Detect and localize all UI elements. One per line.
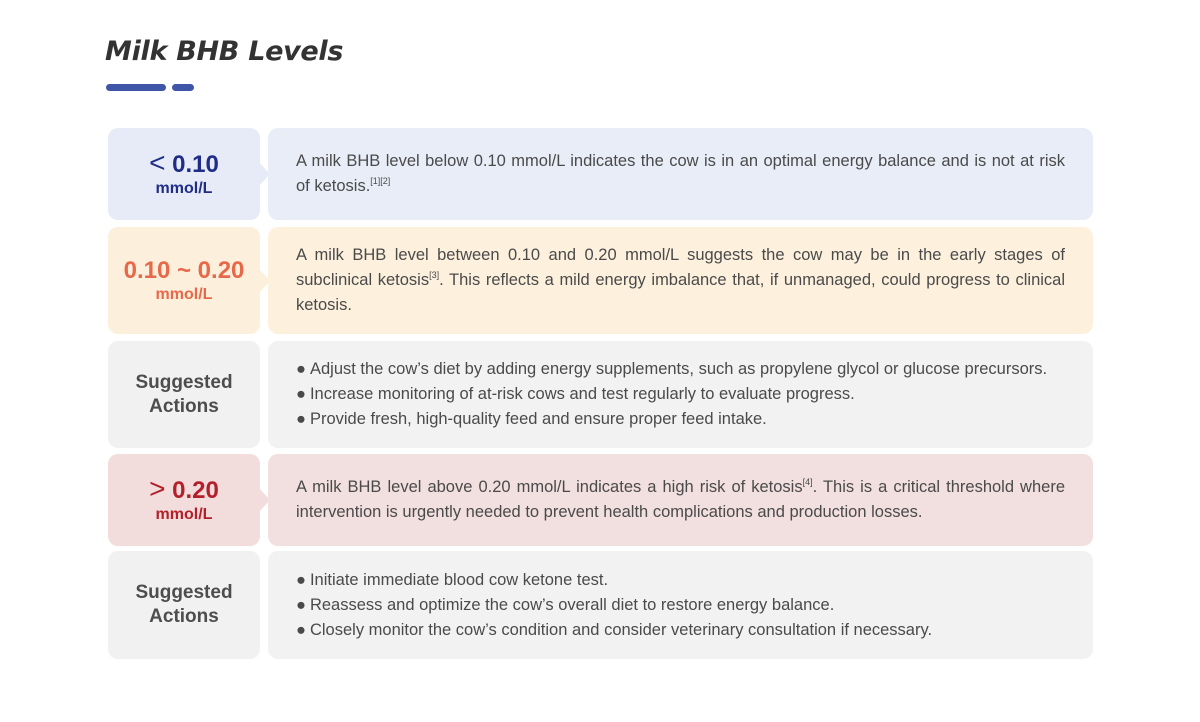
list-item bbox=[296, 382, 1065, 407]
level-label-high bbox=[108, 454, 260, 546]
level-row-low bbox=[108, 128, 1093, 220]
actions-label-line1: Suggested bbox=[135, 371, 233, 393]
level-label-low bbox=[108, 128, 260, 220]
title-accent-bar bbox=[106, 84, 166, 91]
title-accent-dash bbox=[172, 84, 194, 91]
threshold-range: 0.10 ~ 0.20 bbox=[123, 256, 245, 284]
level-row-high bbox=[108, 454, 1093, 546]
list-item-text: Adjust the cow’s diet by adding energy supplements, such as propylene glycol or glucose precursors. bbox=[309, 360, 1048, 378]
level-description bbox=[268, 128, 1093, 220]
less-than-symbol: < bbox=[149, 147, 166, 178]
description-text: A milk BHB level above 0.20 mmol/L indicates a high risk of ketosis bbox=[296, 478, 803, 496]
list-item bbox=[296, 593, 1065, 618]
level-unit: mmol/L bbox=[155, 180, 213, 197]
actions-list bbox=[268, 341, 1093, 448]
actions-row-high bbox=[108, 551, 1093, 659]
list-item bbox=[296, 568, 1065, 593]
level-value bbox=[149, 149, 219, 179]
level-label-moderate bbox=[108, 227, 260, 334]
list-item bbox=[296, 357, 1065, 382]
threshold-value: 0.20 bbox=[172, 477, 219, 504]
list-item bbox=[296, 618, 1065, 643]
level-unit: mmol/L bbox=[155, 506, 213, 523]
level-unit: mmol/L bbox=[155, 285, 213, 303]
threshold-value: 0.10 bbox=[172, 151, 219, 178]
list-item-text: Increase monitoring of at-risk cows and test regularly to evaluate progress. bbox=[309, 385, 855, 403]
level-value bbox=[149, 475, 219, 505]
reference-marker: [1][2] bbox=[370, 176, 391, 186]
description-text: A milk BHB level below 0.10 mmol/L indicates the cow is in an optimal energy balance and is not at risk of ketosis. bbox=[296, 152, 1065, 195]
level-row-moderate bbox=[108, 227, 1093, 334]
bullet-icon: ● bbox=[296, 595, 306, 614]
level-description bbox=[268, 454, 1093, 546]
level-description bbox=[268, 227, 1093, 334]
actions-label bbox=[108, 551, 260, 659]
greater-than-symbol: > bbox=[149, 473, 166, 504]
list-item-text: Closely monitor the cow’s condition and consider veterinary consultation if necessary. bbox=[309, 620, 933, 639]
reference-marker: [3] bbox=[429, 270, 440, 280]
actions-label-line2: Actions bbox=[149, 395, 219, 417]
bullet-icon: ● bbox=[296, 570, 306, 589]
bullet-icon: ● bbox=[296, 385, 306, 403]
bullet-icon: ● bbox=[296, 410, 306, 428]
actions-label-line1: Suggested bbox=[135, 582, 233, 603]
list-item-text: Initiate immediate blood cow ketone test. bbox=[309, 570, 609, 589]
list-item bbox=[296, 407, 1065, 432]
actions-row-moderate bbox=[108, 341, 1093, 448]
description-text-continued: . This reflects a mild energy imbalance that, if unmanaged, could progress to clinical ketosis. bbox=[296, 271, 1065, 314]
bullet-icon: ● bbox=[296, 620, 306, 639]
bullet-icon: ● bbox=[296, 360, 306, 378]
description-text: A milk BHB level between 0.10 and 0.20 mmol/L suggests the cow may be in the early stages of subclinical ketosis bbox=[296, 246, 1065, 289]
actions-label bbox=[108, 341, 260, 448]
list-item-text: Provide fresh, high-quality feed and ensure proper feed intake. bbox=[309, 410, 767, 428]
page-title: Milk BHB Levels bbox=[105, 36, 344, 67]
actions-list bbox=[268, 551, 1093, 659]
actions-label-line2: Actions bbox=[149, 606, 219, 627]
list-item-text: Reassess and optimize the cow’s overall diet to restore energy balance. bbox=[309, 595, 835, 614]
description-text-continued: . This is a critical threshold where intervention is urgently needed to prevent health complications and production losses. bbox=[296, 478, 1065, 521]
reference-marker: [4] bbox=[802, 477, 813, 487]
